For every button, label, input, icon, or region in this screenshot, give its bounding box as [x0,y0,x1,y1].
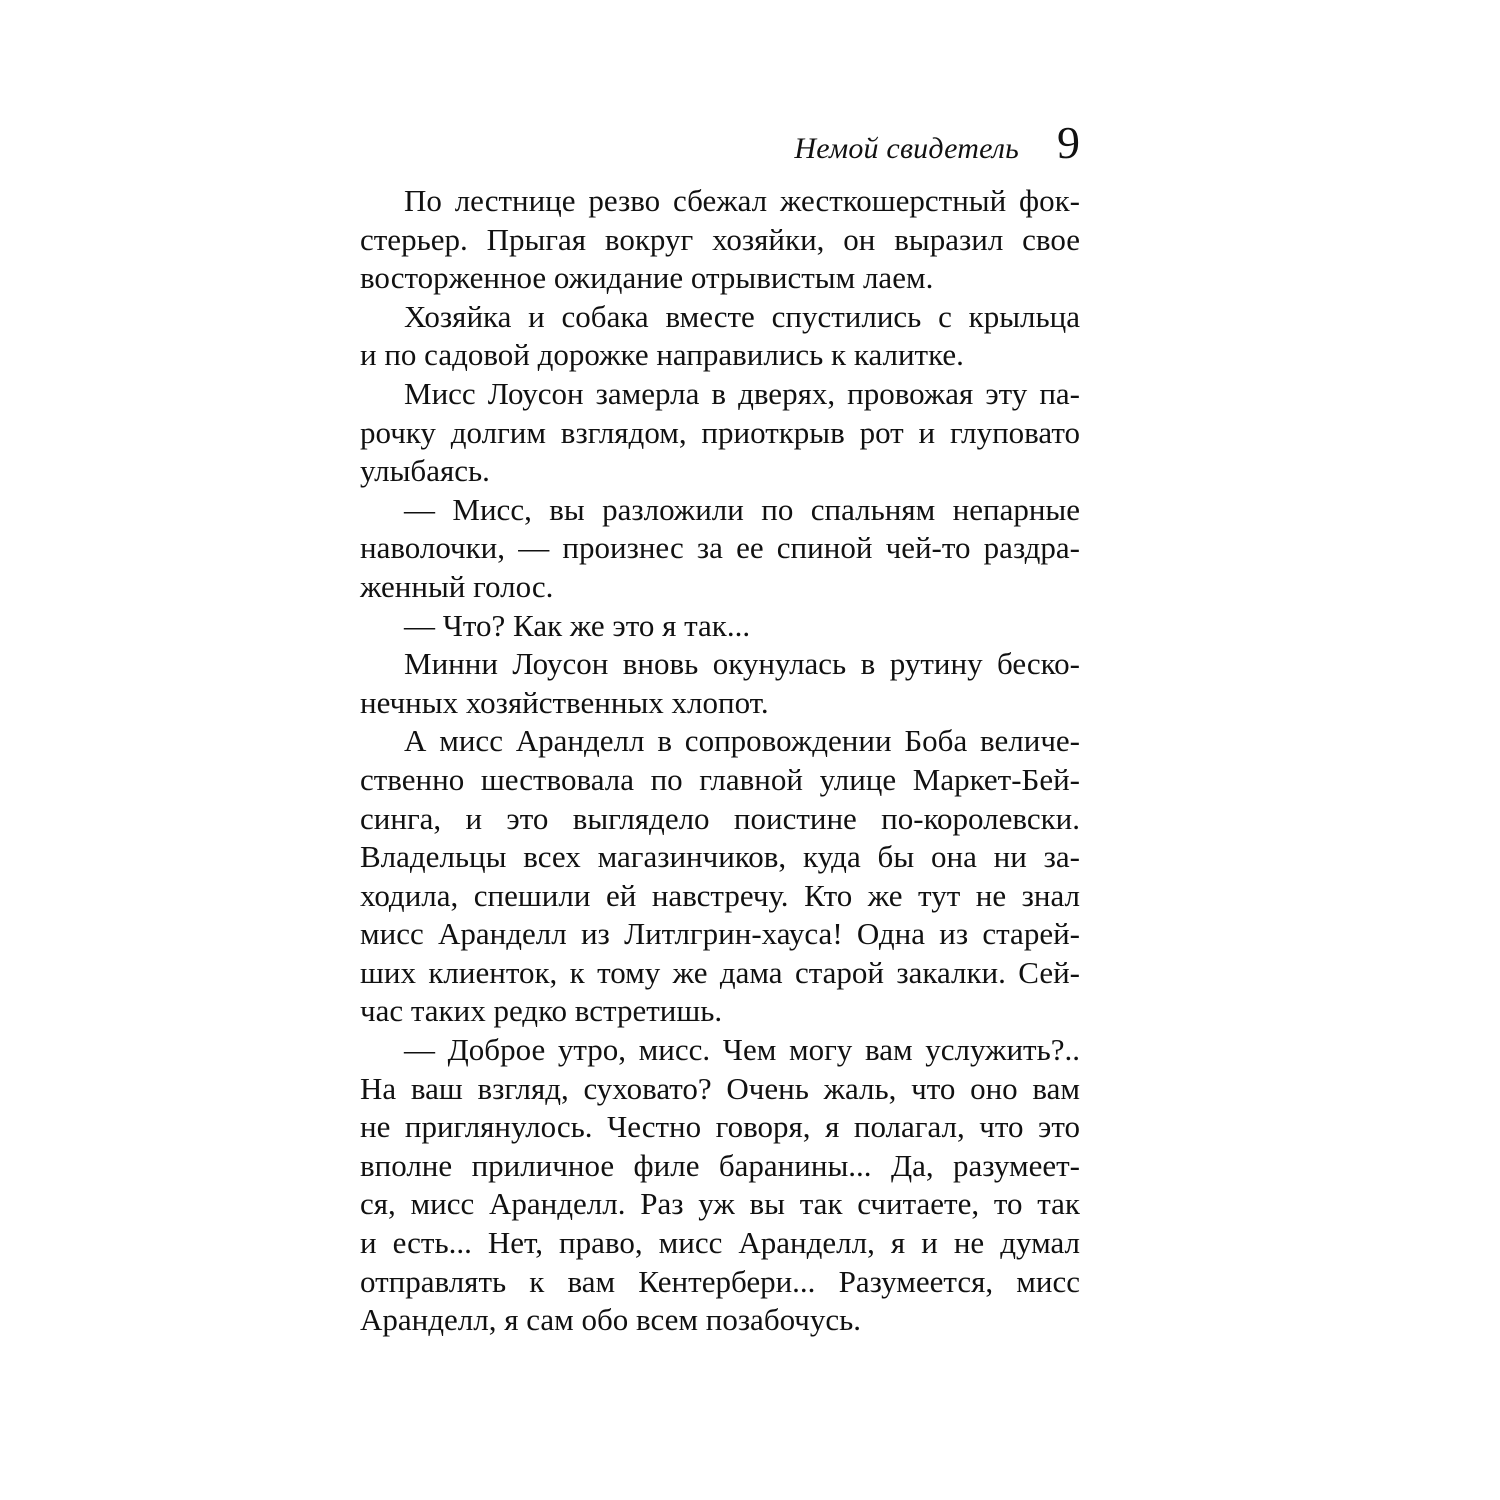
text-line: — Что? Как же это я так... [404,607,751,643]
text-line: Мисс Лоусон замерла в дверях, провожая эту па- [404,375,1080,411]
text-line: стерьер. Прыгая вокруг хозяйки, он выразил свое [360,221,1080,257]
text-line: ственно шествовала по главной улице Маркет-Бей- [360,761,1080,797]
text-line: ходила, спешили ей навстречу. Кто же тут не знал [360,877,1080,913]
running-header [794,117,1080,168]
text-line: нечных хозяйственных хлопот. [360,684,769,720]
text-line: женный голос. [360,568,554,604]
text-line: На ваш взгляд, суховато? Очень жаль, что оно вам [360,1070,1080,1106]
text-line: наволочки, — произнес за ее спиной чей-то раздра- [360,530,1080,566]
text-line: отправлять к вам Кентербери... Разумеется, мисс [360,1263,1080,1299]
text-line: Владельцы всех магазинчиков, куда бы она ни за- [360,839,1080,875]
text-line: — Мисс, вы разложили по спальням непарные [404,491,1080,527]
text-line: и есть... Нет, право, мисс Аранделл, я и не думал [360,1225,1080,1261]
text-line: мисс Аранделл из Литлгрин-хауса! Одна из старей- [360,916,1080,952]
text-line: не приглянулось. Честно говоря, я полагал, что это [360,1109,1080,1145]
page-number: 9 [1057,117,1080,168]
text-line: рочку долгим взглядом, приоткрыв рот и глуповато [360,414,1080,450]
body-text [360,182,1080,1340]
text-line: А мисс Аранделл в сопровождении Боба величе- [404,723,1080,759]
text-line: синга, и это выглядело поистине по-королевски. [360,800,1080,836]
text-line: и по садовой дорожке направились к калитке. [360,337,964,373]
text-line: вполне приличное филе баранины... Да, разумеет- [360,1147,1080,1183]
text-line: Хозяйка и собака вместе спустились с крыльца [404,298,1080,334]
text-line: улыбаясь. [360,453,490,489]
text-line: ших клиенток, к тому же дама старой закалки. Сей- [360,954,1080,990]
text-line: час таких редко встретишь. [360,993,723,1029]
text-line: ся, мисс Аранделл. Раз уж вы так считаете, то так [360,1186,1080,1222]
text-line: Аранделл, я сам обо всем позабочусь. [360,1302,862,1338]
text-line: По лестнице резво сбежал жесткошерстный фок- [404,183,1080,218]
text-line: — Доброе утро, мисс. Чем могу вам услужить?.. [404,1032,1080,1068]
text-line: Минни Лоусон вновь окунулась в рутину беско- [404,646,1080,682]
text-line: восторженное ожидание отрывистым лаем. [360,260,934,296]
running-title: Немой свидетель [794,132,1019,165]
